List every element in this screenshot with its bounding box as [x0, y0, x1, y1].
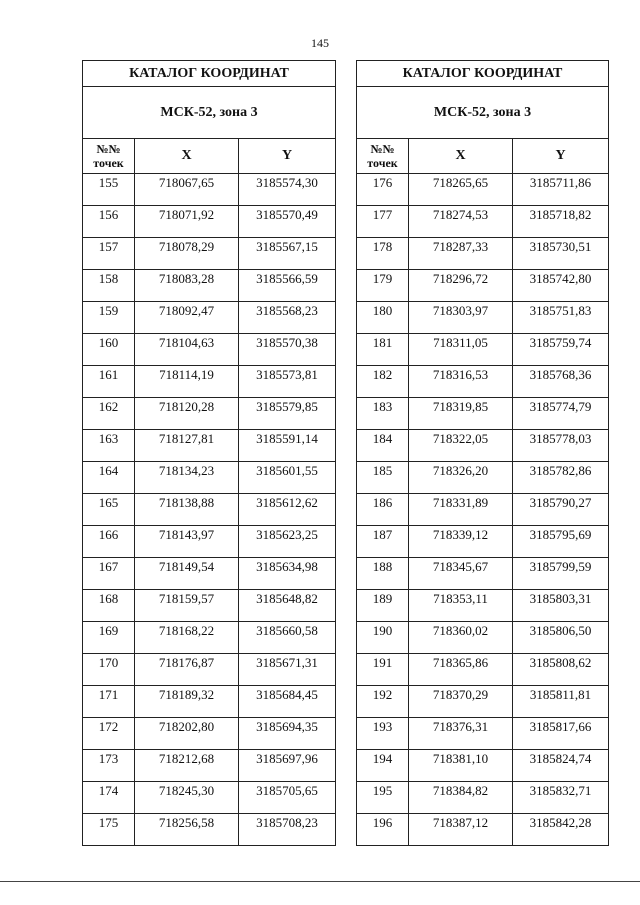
catalog-title: КАТАЛОГ КООРДИНАТ [83, 61, 336, 87]
coordinate-catalog-table-right [356, 60, 609, 846]
table-row [357, 206, 609, 238]
cell-y: 3185567,15 [239, 238, 336, 270]
cell-point-number: 170 [83, 654, 135, 686]
cell-point-number: 193 [357, 718, 409, 750]
cell-point-number: 158 [83, 270, 135, 302]
cell-point-number: 183 [357, 398, 409, 430]
table-row [357, 654, 609, 686]
cell-x: 718168,22 [135, 622, 239, 654]
cell-y: 3185817,66 [513, 718, 609, 750]
cell-x: 718104,63 [135, 334, 239, 366]
cell-y: 3185782,86 [513, 462, 609, 494]
cell-point-number: 155 [83, 174, 135, 206]
table-row [83, 526, 336, 558]
cell-y: 3185790,27 [513, 494, 609, 526]
cell-y: 3185808,62 [513, 654, 609, 686]
cell-point-number: 185 [357, 462, 409, 494]
table-row [357, 526, 609, 558]
table-row [357, 334, 609, 366]
table-row [357, 814, 609, 846]
cell-x: 718384,82 [409, 782, 513, 814]
cell-point-number: 156 [83, 206, 135, 238]
table-row [357, 686, 609, 718]
cell-y: 3185842,28 [513, 814, 609, 846]
cell-y: 3185579,85 [239, 398, 336, 430]
cell-point-number: 169 [83, 622, 135, 654]
table-row [83, 718, 336, 750]
cell-x: 718202,80 [135, 718, 239, 750]
table-row [83, 494, 336, 526]
cell-point-number: 194 [357, 750, 409, 782]
cell-y: 3185718,82 [513, 206, 609, 238]
cell-x: 718353,11 [409, 590, 513, 622]
cell-x: 718245,30 [135, 782, 239, 814]
cell-point-number: 182 [357, 366, 409, 398]
catalog-title: КАТАЛОГ КООРДИНАТ [357, 61, 609, 87]
cell-x: 718326,20 [409, 462, 513, 494]
cell-x: 718083,28 [135, 270, 239, 302]
column-header-x: X [135, 139, 239, 174]
cell-y: 3185671,31 [239, 654, 336, 686]
cell-point-number: 173 [83, 750, 135, 782]
cell-x: 718331,89 [409, 494, 513, 526]
cell-point-number: 164 [83, 462, 135, 494]
table-row [83, 654, 336, 686]
coordinate-catalog-table-left [82, 60, 336, 846]
column-header-number-sign: №№ [370, 142, 395, 156]
cell-y: 3185660,58 [239, 622, 336, 654]
table-row [357, 238, 609, 270]
cell-x: 718265,65 [409, 174, 513, 206]
cell-x: 718067,65 [135, 174, 239, 206]
cell-y: 3185811,81 [513, 686, 609, 718]
cell-y: 3185574,30 [239, 174, 336, 206]
cell-point-number: 174 [83, 782, 135, 814]
cell-y: 3185601,55 [239, 462, 336, 494]
page-bottom-rule [0, 881, 640, 882]
column-header-y: Y [513, 139, 609, 174]
table-row [83, 590, 336, 622]
column-header-points: точек [367, 156, 398, 170]
cell-point-number: 195 [357, 782, 409, 814]
cell-y: 3185705,65 [239, 782, 336, 814]
cell-x: 718078,29 [135, 238, 239, 270]
cell-y: 3185570,49 [239, 206, 336, 238]
catalog-subtitle: МСК-52, зона 3 [83, 87, 336, 139]
table-row [83, 750, 336, 782]
cell-x: 718189,32 [135, 686, 239, 718]
table-row [83, 398, 336, 430]
cell-y: 3185824,74 [513, 750, 609, 782]
table-row [83, 366, 336, 398]
cell-x: 718212,68 [135, 750, 239, 782]
cell-point-number: 196 [357, 814, 409, 846]
cell-x: 718149,54 [135, 558, 239, 590]
cell-point-number: 187 [357, 526, 409, 558]
cell-x: 718256,58 [135, 814, 239, 846]
cell-point-number: 190 [357, 622, 409, 654]
cell-point-number: 161 [83, 366, 135, 398]
cell-x: 718143,97 [135, 526, 239, 558]
cell-y: 3185832,71 [513, 782, 609, 814]
table-row [357, 718, 609, 750]
cell-x: 718120,28 [135, 398, 239, 430]
cell-x: 718322,05 [409, 430, 513, 462]
page-number: 145 [311, 36, 329, 50]
table-row [357, 590, 609, 622]
cell-y: 3185751,83 [513, 302, 609, 334]
table-row [83, 174, 336, 206]
table-row [83, 430, 336, 462]
cell-point-number: 184 [357, 430, 409, 462]
table-row [357, 558, 609, 590]
cell-y: 3185806,50 [513, 622, 609, 654]
cell-x: 718303,97 [409, 302, 513, 334]
table-row [83, 558, 336, 590]
table-row [83, 462, 336, 494]
table-row [83, 238, 336, 270]
cell-x: 718339,12 [409, 526, 513, 558]
table-row [357, 270, 609, 302]
cell-y: 3185568,23 [239, 302, 336, 334]
cell-y: 3185778,03 [513, 430, 609, 462]
cell-x: 718296,72 [409, 270, 513, 302]
cell-y: 3185634,98 [239, 558, 336, 590]
cell-x: 718127,81 [135, 430, 239, 462]
table-row [357, 398, 609, 430]
table-row [357, 782, 609, 814]
table-row [357, 494, 609, 526]
cell-x: 718176,87 [135, 654, 239, 686]
column-header-y: Y [239, 139, 336, 174]
cell-point-number: 162 [83, 398, 135, 430]
table-row [83, 814, 336, 846]
cell-x: 718370,29 [409, 686, 513, 718]
cell-y: 3185799,59 [513, 558, 609, 590]
cell-x: 718071,92 [135, 206, 239, 238]
cell-x: 718316,53 [409, 366, 513, 398]
cell-x: 718365,86 [409, 654, 513, 686]
cell-x: 718159,57 [135, 590, 239, 622]
cell-y: 3185795,69 [513, 526, 609, 558]
cell-x: 718274,53 [409, 206, 513, 238]
cell-point-number: 157 [83, 238, 135, 270]
column-header-x: X [409, 139, 513, 174]
cell-y: 3185742,80 [513, 270, 609, 302]
cell-x: 718114,19 [135, 366, 239, 398]
cell-x: 718138,88 [135, 494, 239, 526]
table-row [83, 206, 336, 238]
table-row [83, 270, 336, 302]
cell-y: 3185648,82 [239, 590, 336, 622]
cell-y: 3185768,36 [513, 366, 609, 398]
table-row [83, 334, 336, 366]
cell-x: 718345,67 [409, 558, 513, 590]
cell-y: 3185570,38 [239, 334, 336, 366]
table-body [357, 174, 609, 846]
table-row [357, 366, 609, 398]
cell-y: 3185573,81 [239, 366, 336, 398]
cell-point-number: 163 [83, 430, 135, 462]
cell-point-number: 179 [357, 270, 409, 302]
cell-x: 718376,31 [409, 718, 513, 750]
cell-y: 3185697,96 [239, 750, 336, 782]
cell-x: 718319,85 [409, 398, 513, 430]
cell-point-number: 177 [357, 206, 409, 238]
cell-point-number: 191 [357, 654, 409, 686]
table-row [357, 750, 609, 782]
cell-x: 718092,47 [135, 302, 239, 334]
cell-point-number: 165 [83, 494, 135, 526]
column-header-point-number [83, 139, 135, 174]
cell-y: 3185623,25 [239, 526, 336, 558]
table-row [357, 302, 609, 334]
table-row [357, 174, 609, 206]
column-header-points: точек [93, 156, 124, 170]
cell-point-number: 160 [83, 334, 135, 366]
cell-x: 718387,12 [409, 814, 513, 846]
cell-point-number: 166 [83, 526, 135, 558]
cell-point-number: 188 [357, 558, 409, 590]
cell-y: 3185566,59 [239, 270, 336, 302]
cell-x: 718311,05 [409, 334, 513, 366]
cell-y: 3185684,45 [239, 686, 336, 718]
table-row [83, 686, 336, 718]
table-body [83, 174, 336, 846]
cell-y: 3185694,35 [239, 718, 336, 750]
catalog-subtitle: МСК-52, зона 3 [357, 87, 609, 139]
table-row [357, 430, 609, 462]
cell-y: 3185708,23 [239, 814, 336, 846]
table-row [83, 622, 336, 654]
cell-point-number: 175 [83, 814, 135, 846]
cell-y: 3185803,31 [513, 590, 609, 622]
cell-y: 3185759,74 [513, 334, 609, 366]
cell-point-number: 178 [357, 238, 409, 270]
table-row [357, 622, 609, 654]
cell-point-number: 186 [357, 494, 409, 526]
column-header-number-sign: №№ [96, 142, 121, 156]
cell-point-number: 159 [83, 302, 135, 334]
cell-x: 718360,02 [409, 622, 513, 654]
cell-point-number: 181 [357, 334, 409, 366]
cell-point-number: 171 [83, 686, 135, 718]
cell-y: 3185612,62 [239, 494, 336, 526]
cell-y: 3185774,79 [513, 398, 609, 430]
cell-x: 718287,33 [409, 238, 513, 270]
cell-y: 3185730,51 [513, 238, 609, 270]
cell-point-number: 168 [83, 590, 135, 622]
table-row [83, 782, 336, 814]
cell-point-number: 172 [83, 718, 135, 750]
column-header-point-number [357, 139, 409, 174]
cell-point-number: 167 [83, 558, 135, 590]
table-row [357, 462, 609, 494]
cell-point-number: 180 [357, 302, 409, 334]
table-row [83, 302, 336, 334]
cell-y: 3185711,86 [513, 174, 609, 206]
cell-y: 3185591,14 [239, 430, 336, 462]
cell-point-number: 176 [357, 174, 409, 206]
cell-x: 718381,10 [409, 750, 513, 782]
cell-point-number: 192 [357, 686, 409, 718]
cell-x: 718134,23 [135, 462, 239, 494]
cell-point-number: 189 [357, 590, 409, 622]
